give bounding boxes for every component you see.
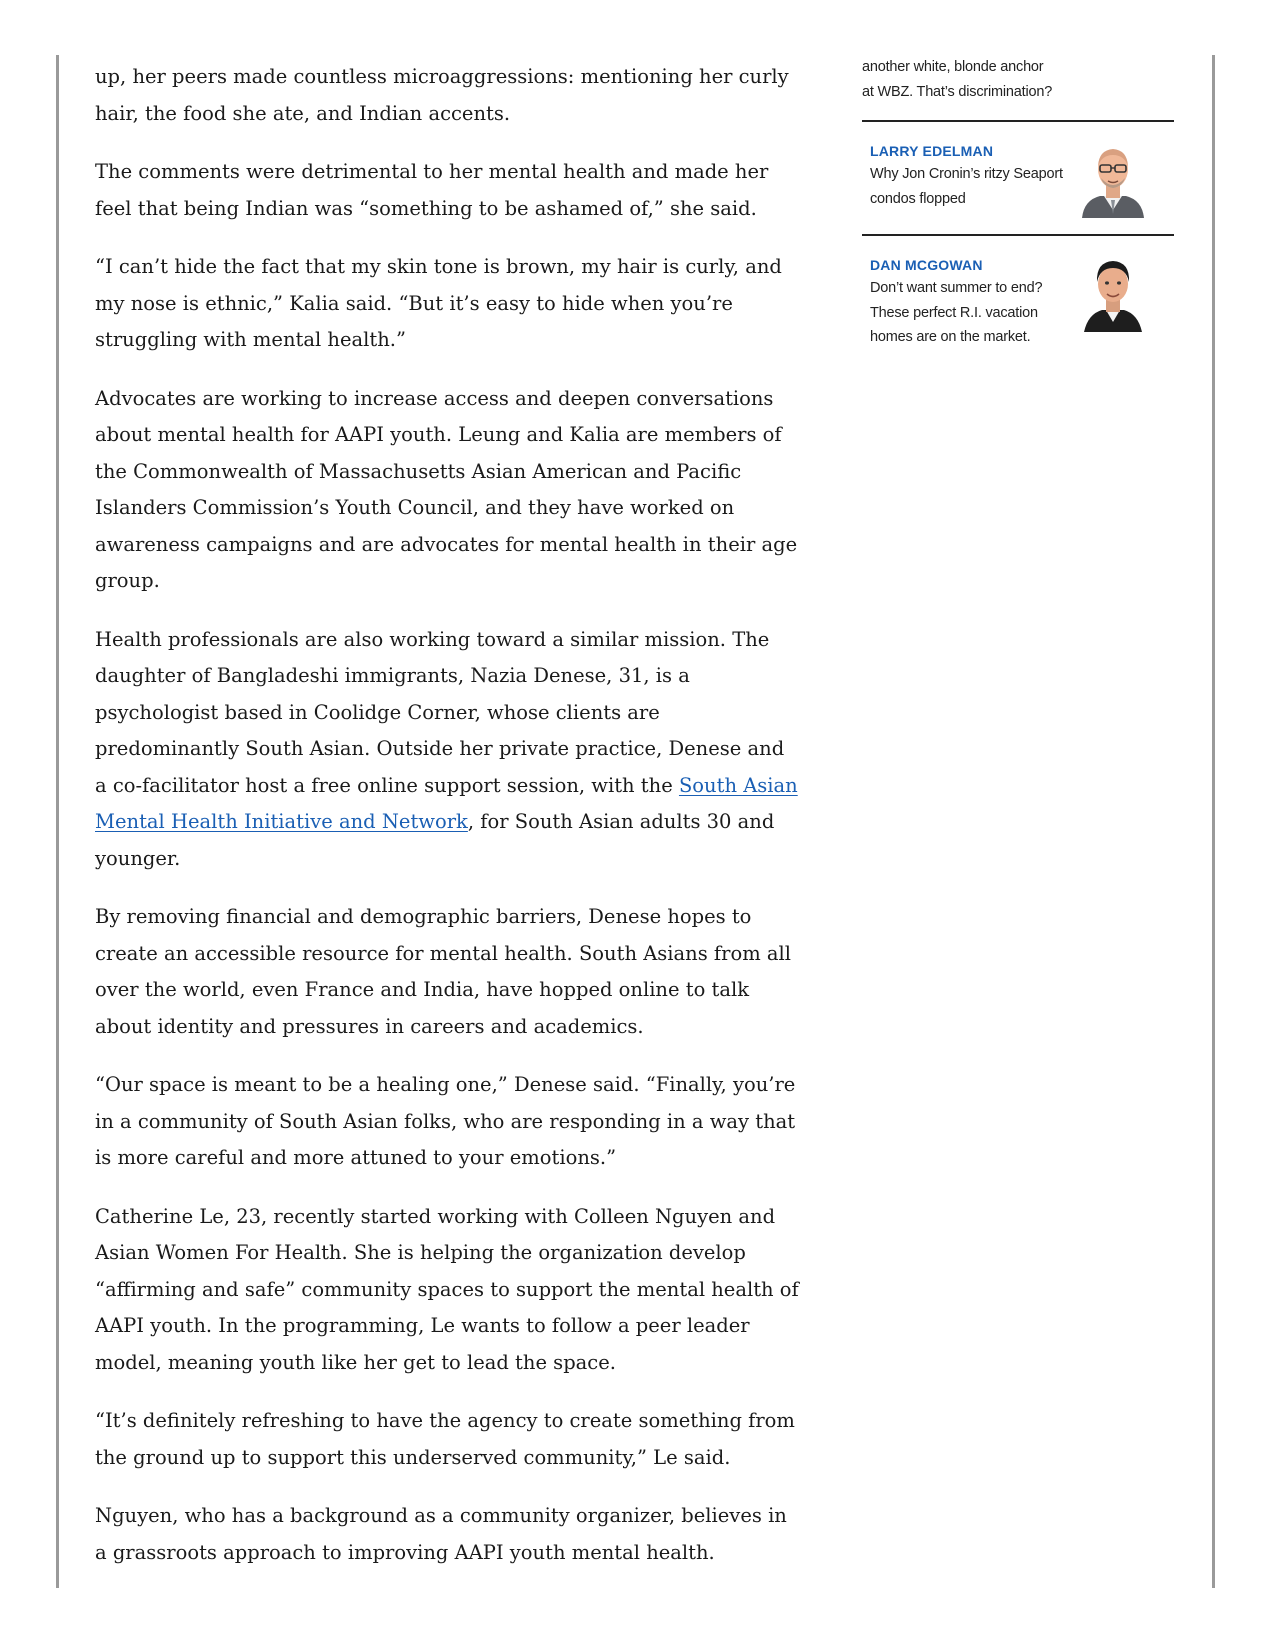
page-frame-left [56,55,59,1588]
article-paragraph-text: , for South Asian adults 30 and younger. [95,810,775,870]
headline-line: Why Jon Cronin’s ritzy Seaport [870,166,1063,182]
columnist-avatar-icon [1080,254,1146,332]
page-frame-right [1212,55,1215,1588]
sidebar-item-dan-mcgowan[interactable] [862,236,1174,364]
article-paragraph: Catherine Le, 23, recently started working with Colleen Nguyen and Asian Women For Health. She is helping the organization develop “affirming and safe” community spaces to support the mental health of AAPI youth. In the programming, Le wants to follow a peer leader model, meaning youth like her get to lead the space. [95,1204,799,1374]
columnist-sidebar [862,55,1174,364]
columnist-headline[interactable] [870,276,1070,350]
headline-line: at WBZ. That’s discrimination? [862,83,1053,100]
article-paragraph-with-link [95,622,800,878]
article-paragraph: up, her peers made countless microaggressions: mentioning her curly hair, the food she ate, and Indian accents. [95,65,789,125]
columnist-name[interactable]: DAN MCGOWAN [870,257,983,273]
columnist-name[interactable]: LARRY EDELMAN [870,143,994,159]
sidebar-item-larry-edelman[interactable] [862,122,1174,236]
sidebar-continued-headline[interactable] [862,55,1174,122]
article-paragraph: “Our space is meant to be a healing one,” Denese said. “Finally, you’re in a community of South Asian folks, who are responding in a way that is more careful and more attuned to your emotions.” [95,1073,796,1169]
article-paragraph: By removing financial and demographic barriers, Denese hopes to create an accessible resource for mental health. South Asians from all over the world, even France and India, have hopped online to talk about identity and pressures in careers and academics. [95,905,791,1038]
article-paragraph: “I can’t hide the fact that my skin tone is brown, my hair is curly, and my nose is ethnic,” Kalia said. “But it’s easy to hide when you’re struggling with mental health.” [95,255,782,351]
headline-line: These perfect R.I. vacation [870,304,1038,321]
article-paragraph: Advocates are working to increase access and deepen conversations about mental health for AAPI youth. Leung and Kalia are members of the Commonwealth of Massachusetts Asian American and Pacific Islanders Commission’s Youth Council, and they have worked on awareness campaigns and are advocates for mental health in their age group. [95,386,798,592]
samhin-link[interactable]: South Asian Mental Health Initiative and Network [95,773,798,833]
headline-line: another white, blonde anchor [862,59,1044,75]
columnist-avatar-icon [1080,140,1146,218]
article-paragraph: “It’s definitely refreshing to have the agency to create something from the ground up to support this underserved community,” Le said. [95,1409,795,1469]
article-body [95,59,800,1593]
columnist-headline[interactable] [870,162,1070,211]
article-paragraph-text: Health professionals are also working toward a similar mission. The daughter of Bangladeshi immigrants, Nazia Denese, 31, is a psychologist based in Coolidge Corner, whose clients are predominantly South Asian. Outside her private practice, Denese and a co-facilitator host a free online support session, with the [95,627,785,797]
headline-line: Don’t want summer to end? [870,280,1043,296]
article-paragraph: Nguyen, who has a background as a community organizer, believes in a grassroots approach to improving AAPI youth mental health. [95,1504,787,1564]
headline-line: condos flopped [870,190,966,207]
headline-line: homes are on the market. [870,329,1031,345]
article-paragraph: The comments were detrimental to her mental health and made her feel that being Indian was “something to be ashamed of,” she said. [95,160,769,220]
